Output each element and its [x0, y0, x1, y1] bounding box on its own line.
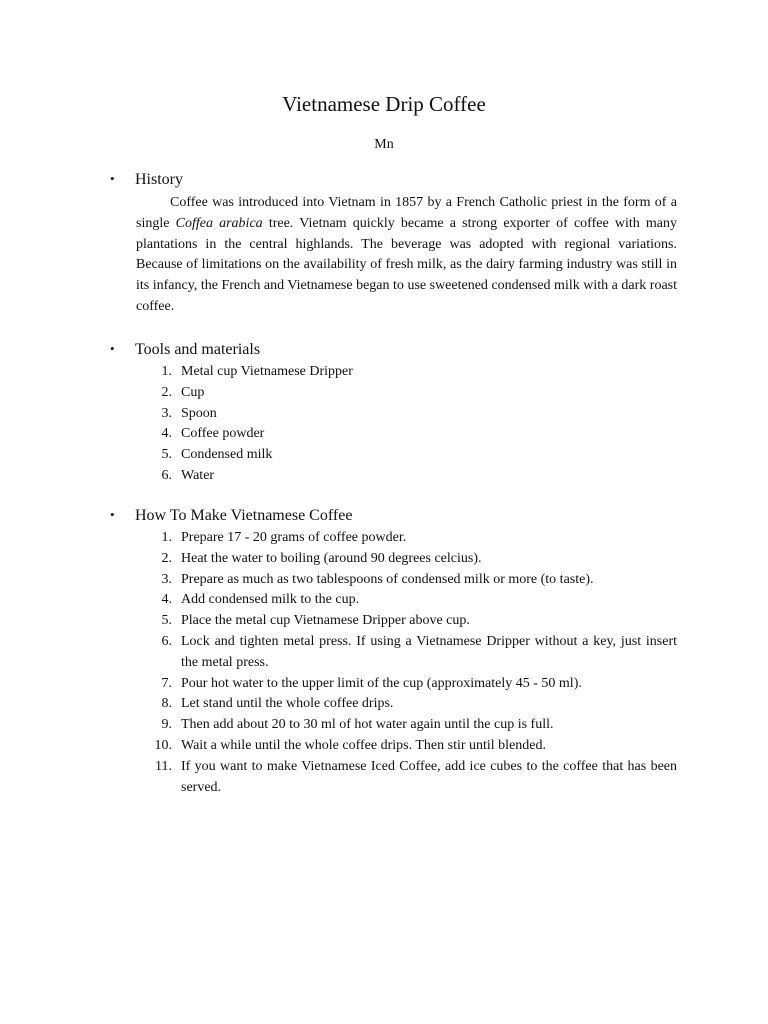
list-item-number: 2. — [161, 550, 172, 566]
list-item-number: 1. — [161, 364, 172, 379]
history-paragraph — [136, 193, 677, 318]
list-item-text: Place the metal cup Vietnamese Dripper above cup. — [181, 613, 470, 629]
list-item-number: 6. — [161, 633, 172, 649]
list-item-number: 5. — [161, 447, 172, 463]
step-list-item — [136, 736, 677, 757]
document-title: Vietnamese Drip Coffee — [282, 92, 486, 116]
section-heading-tools — [110, 341, 260, 359]
tools-list — [136, 362, 677, 487]
tools-list-item — [136, 424, 677, 445]
section-heading-label: Tools and materials — [135, 341, 261, 358]
list-item-text: Coffee powder — [181, 426, 265, 442]
history-text-part1: Coffee was introduced into Vietnam in 1857 by a French Catholic priest in the form of a single — [136, 195, 677, 231]
section-heading-how-to — [110, 507, 352, 525]
section-heading-label: How To Make Vietnamese Coffee — [135, 507, 353, 524]
list-item-number: 11. — [155, 758, 172, 774]
list-item-text: Wait a while until the whole coffee drips. Then stir until blended. — [181, 737, 546, 753]
history-text-italic: Coffea arabica — [175, 215, 263, 231]
list-item-text: Prepare as much as two tablespoons of condensed milk or more (to taste). — [181, 571, 594, 587]
step-list-item — [136, 549, 677, 570]
step-list-item — [136, 674, 677, 695]
step-list-item — [136, 590, 677, 611]
section-heading-label: History — [135, 171, 183, 188]
list-item-number: 9. — [161, 717, 172, 733]
list-item-text: Lock and tighten metal press. If using a Vietnamese Dripper without a key, just insert the metal press. — [181, 633, 677, 670]
list-item-text: Heat the water to boiling (around 90 degrees celcius). — [181, 550, 482, 566]
list-item-number: 6. — [161, 467, 172, 483]
section-heading-history — [110, 171, 183, 189]
step-list-item — [136, 715, 677, 736]
bullet-icon: • — [110, 507, 115, 522]
list-item-number: 10. — [154, 737, 172, 753]
list-item-text: Cup — [181, 384, 205, 400]
tools-list-item — [136, 362, 677, 383]
steps-list — [136, 528, 677, 798]
list-item-number: 3. — [161, 571, 172, 587]
tools-list-item — [136, 445, 677, 466]
list-item-number: 3. — [161, 405, 172, 421]
list-item-text: Water — [181, 467, 215, 483]
list-item-number: 4. — [161, 592, 172, 608]
bullet-icon: • — [110, 171, 115, 186]
list-item-number: 2. — [161, 384, 172, 400]
tools-list-item — [136, 404, 677, 425]
step-list-item — [136, 570, 677, 591]
list-item-number: 4. — [161, 426, 172, 442]
list-item-number: 1. — [161, 530, 172, 545]
list-item-text: Then add about 20 to 30 ml of hot water again until the cup is full. — [181, 717, 554, 733]
list-item-text: Prepare 17 - 20 grams of coffee powder. — [181, 530, 407, 545]
bullet-icon: • — [110, 341, 115, 356]
tools-list-item — [136, 383, 677, 404]
document-author: Mn — [374, 137, 394, 152]
step-list-item — [136, 632, 677, 674]
step-list-item — [136, 694, 677, 715]
list-item-number: 8. — [161, 696, 172, 712]
list-item-text: Add condensed milk to the cup. — [181, 592, 360, 608]
list-item-text: Spoon — [181, 405, 217, 421]
list-item-text: Condensed milk — [181, 447, 273, 463]
list-item-text: If you want to make Vietnamese Iced Coffee, add ice cubes to the coffee that has been served. — [181, 758, 677, 795]
tools-list-item — [136, 466, 677, 487]
step-list-item — [136, 757, 677, 799]
list-item-text: Metal cup Vietnamese Dripper — [181, 364, 353, 379]
history-text-part2: tree. Vietnam quickly became a strong exporter of coffee with many plantations in the central highlands. The beverage was adopted with regional variations. Because of limitations on the availability of fresh milk, as the dairy farming industry was still in its infancy, the French and Vietnamese began to use sweetened condensed milk with a dark roast coffee. — [136, 215, 677, 314]
list-item-number: 7. — [161, 675, 172, 691]
list-item-text: Pour hot water to the upper limit of the cup (approximately 45 - 50 ml). — [181, 675, 582, 691]
list-item-text: Let stand until the whole coffee drips. — [181, 696, 394, 712]
step-list-item — [136, 611, 677, 632]
step-list-item — [136, 528, 677, 549]
list-item-number: 5. — [161, 613, 172, 629]
